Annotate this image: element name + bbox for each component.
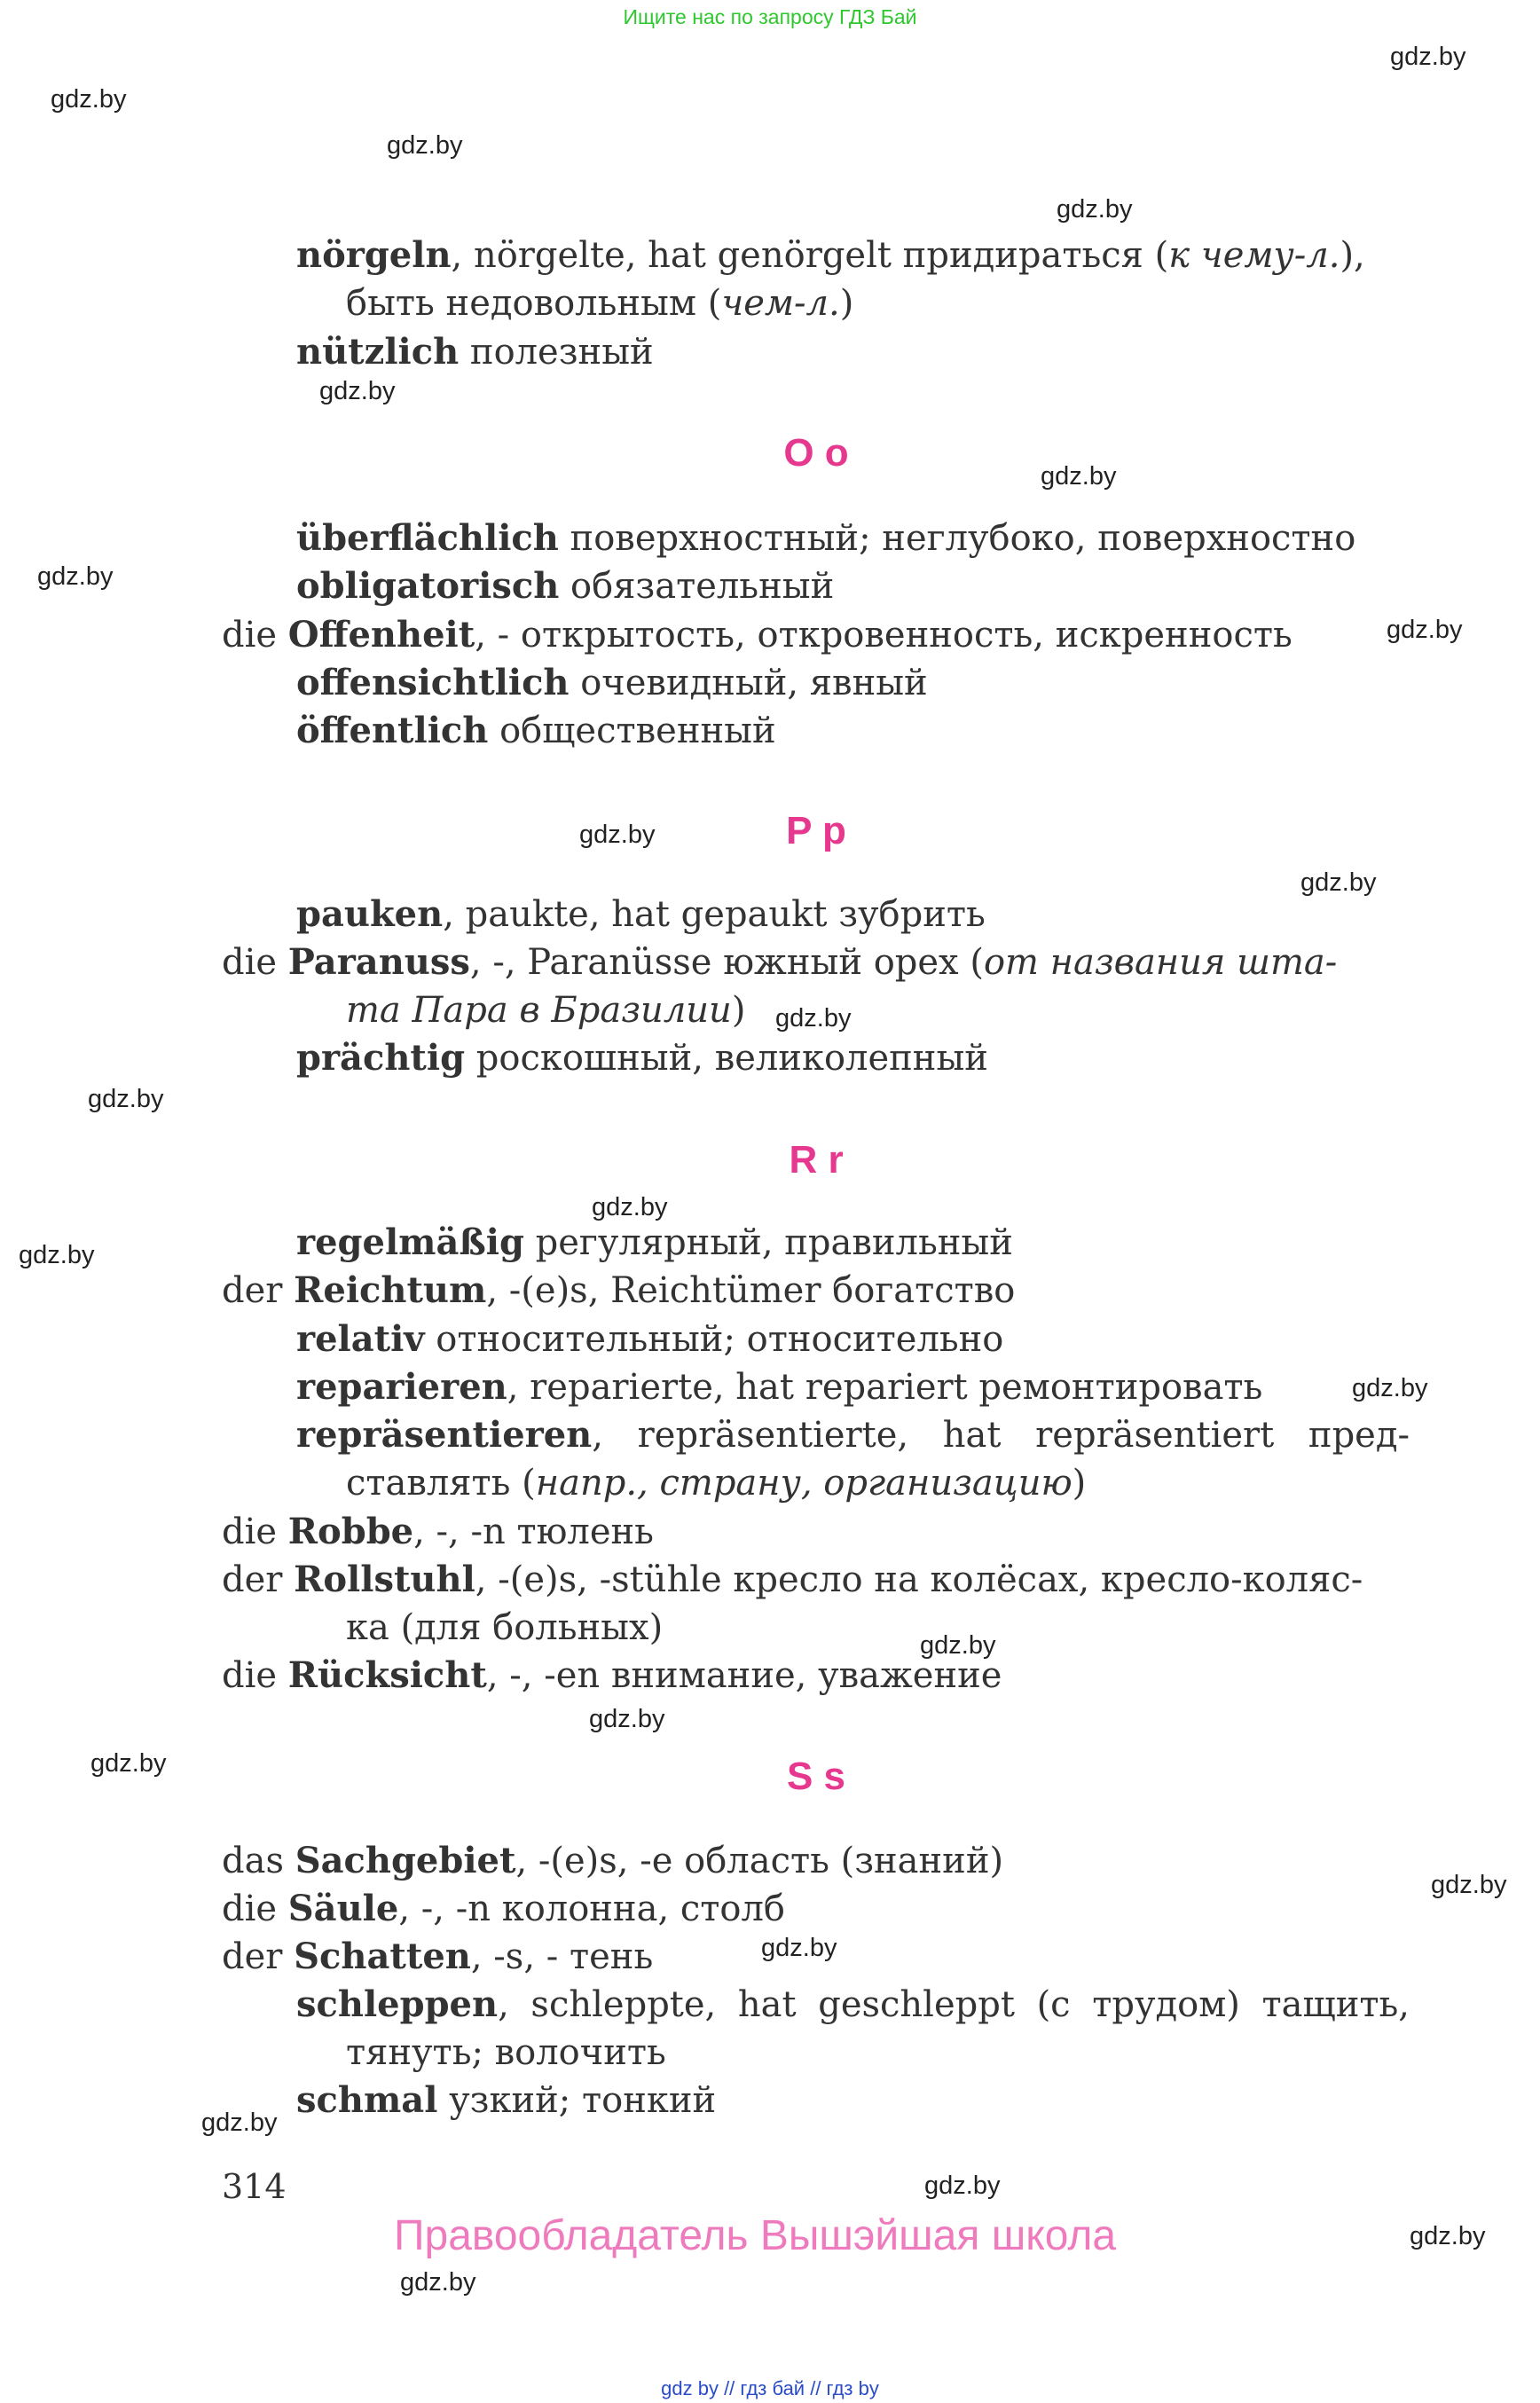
entry-offenheit: die Offenheit, - открытость, откровенность, искренность — [222, 614, 1292, 656]
entry-offensichtlich: offensichtlich очевидный, явный — [296, 662, 928, 703]
watermark: gdz.by — [400, 2268, 476, 2297]
entry-sachgebiet: das Sachgebiet, -(e)s, -e область (знаний) — [222, 1840, 1004, 1881]
top-banner: Ищите нас по запросу ГДЗ Бай — [623, 5, 917, 28]
entry-noergeln: nörgeln, nörgelte, hat genörgelt придираться (к чему-л.), — [296, 234, 1365, 276]
section-heading-r: R r — [789, 1138, 844, 1182]
entry-schmal: schmal узкий; тонкий — [296, 2079, 717, 2121]
entry-oeffentlich: öffentlich общественный — [296, 710, 776, 751]
watermark: gdz.by — [579, 821, 656, 849]
entry-obligatorisch: obligatorisch обязательный — [296, 565, 835, 607]
watermark: gdz.by — [592, 1193, 668, 1221]
entry-repraesentieren: repräsentieren, repräsentierte, hat repräsentiert пред- — [296, 1414, 1410, 1456]
entry-reichtum: der Reichtum, -(e)s, Reichtümer богатство — [222, 1269, 1016, 1311]
watermark: gdz.by — [387, 131, 463, 160]
entry-rollstuhl: der Rollstuhl, -(e)s, -stühle кресло на колёсах, кресло-коляс- — [222, 1559, 1363, 1600]
watermark: gdz.by — [589, 1705, 665, 1733]
section-heading-o: O o — [783, 431, 849, 475]
watermark: gdz.by — [1410, 2222, 1486, 2250]
watermark: gdz.by — [924, 2171, 1001, 2200]
watermark: gdz.by — [1390, 43, 1466, 71]
watermark: gdz.by — [1431, 1871, 1507, 1899]
watermark: gdz.by — [1041, 462, 1117, 491]
entry-schatten: der Schatten, -s, - тень — [222, 1936, 654, 1977]
entry-paranuss-cont: та Пара в Бразилии) — [346, 990, 746, 1031]
entry-nuetzlich: nützlich полезный — [296, 331, 654, 373]
watermark: gdz.by — [1352, 1374, 1428, 1402]
entry-rollstuhl-cont: ка (для больных) — [346, 1607, 664, 1648]
entry-relativ: relativ относительный; относительно — [296, 1318, 1004, 1360]
entry-paranuss: die Paranuss, -, Paranüsse южный орех (от названия шта- — [222, 941, 1338, 983]
entry-ruecksicht: die Rücksicht, -, -en внимание, уважение — [222, 1654, 1002, 1696]
section-heading-s: S s — [786, 1755, 846, 1798]
watermark: gdz.by — [1387, 616, 1463, 644]
entry-schleppen-cont: тянуть; волочить — [346, 2032, 666, 2073]
watermark: gdz.by — [90, 1749, 167, 1778]
entry-ueberflaechlich: überflächlich поверхностный; неглубоко, поверхностно — [296, 517, 1356, 559]
page-number: 314 — [222, 2167, 287, 2206]
entry-praechtig: prächtig роскошный, великолепный — [296, 1037, 988, 1079]
watermark: gdz.by — [51, 85, 127, 114]
watermark: gdz.by — [37, 562, 114, 591]
watermark: gdz.by — [920, 1631, 996, 1660]
entry-regelmaessig: regelmäßig регулярный, правильный — [296, 1221, 1013, 1263]
watermark: gdz.by — [775, 1004, 852, 1033]
watermark: gdz.by — [761, 1934, 837, 1962]
entry-saeule: die Säule, -, -n колонна, столб — [222, 1888, 785, 1929]
entry-repraesentieren-cont: ставлять (напр., страну, организацию) — [346, 1463, 1087, 1504]
watermark: gdz.by — [88, 1085, 164, 1113]
entry-reparieren: reparieren, reparierte, hat repariert ремонтировать — [296, 1366, 1263, 1408]
watermark: gdz.by — [19, 1241, 95, 1269]
watermark: gdz.by — [319, 377, 396, 405]
entry-schleppen: schleppen, schleppte, hat geschleppt (с трудом) тащить, — [296, 1983, 1410, 2025]
copyright-owner: Правообладатель Вышэйшая школа — [394, 2212, 1117, 2259]
watermark: gdz.by — [201, 2109, 278, 2137]
section-heading-p: P p — [786, 809, 846, 852]
footer-links[interactable]: gdz by // гдз бай // гдз by — [661, 2377, 879, 2399]
entry-noergeln-cont: быть недовольным (чем-л.) — [346, 283, 854, 324]
watermark: gdz.by — [1057, 195, 1133, 224]
entry-robbe: die Robbe, -, -n тюлень — [222, 1511, 654, 1552]
watermark: gdz.by — [1300, 868, 1377, 897]
entry-pauken: pauken, paukte, hat gepaukt зубрить — [296, 893, 986, 935]
